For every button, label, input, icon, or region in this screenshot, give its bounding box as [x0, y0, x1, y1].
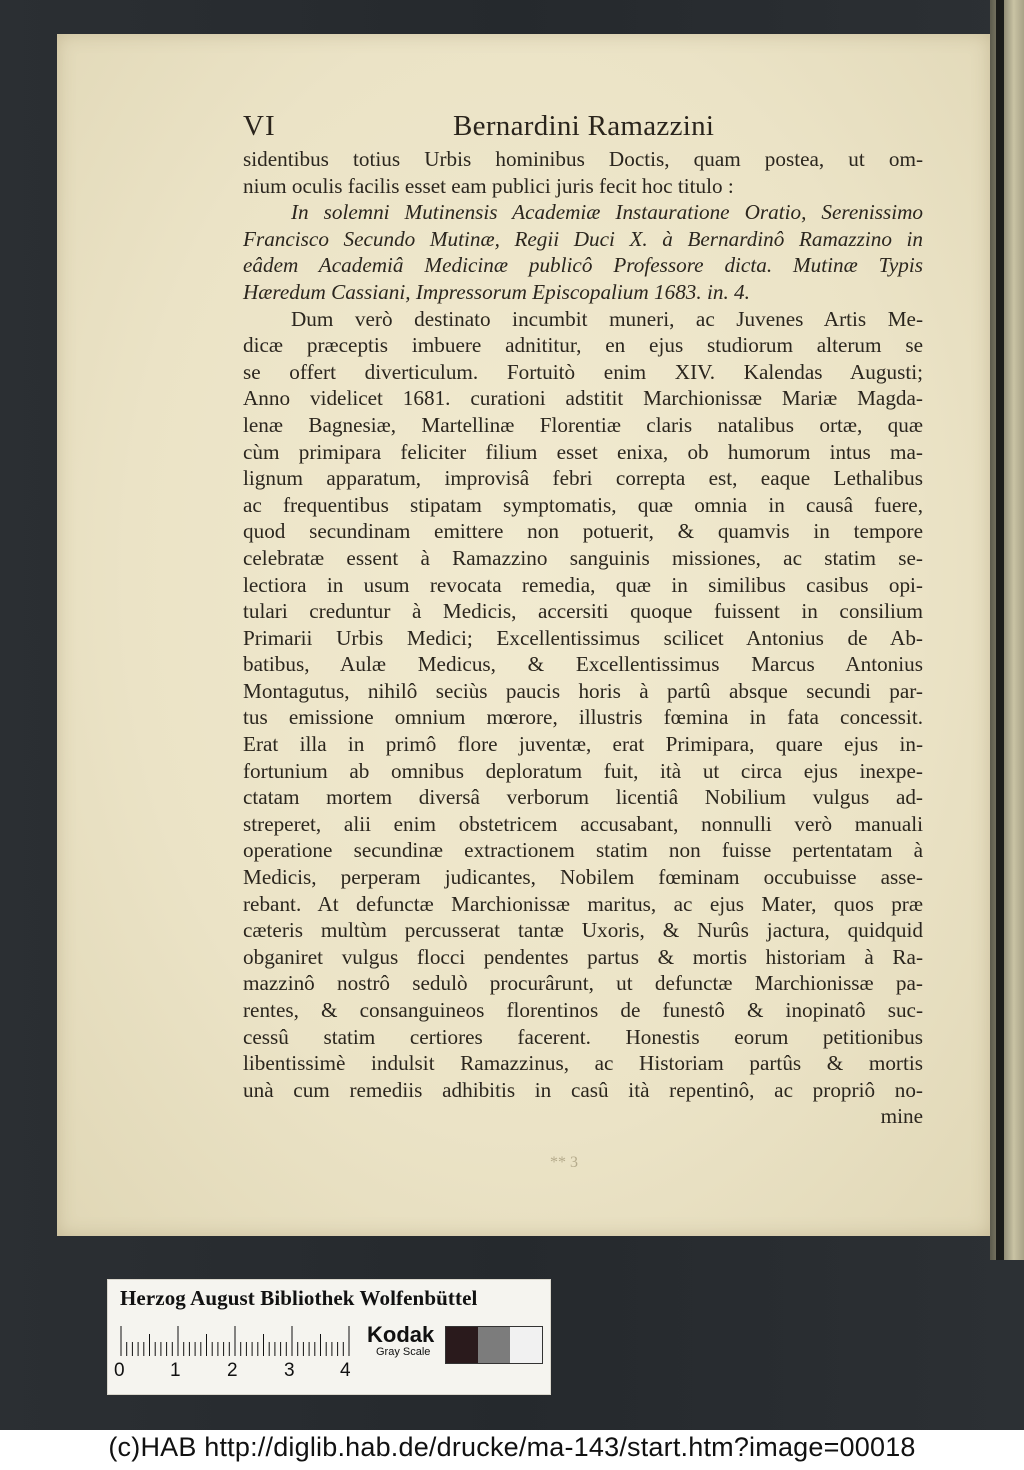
body-text	[243, 146, 923, 1130]
text-line: lectiora in usum revocata remedia, quæ in similibus casibus opi-	[243, 572, 923, 597]
page-header	[243, 110, 803, 150]
library-name: Herzog August Bibliothek Wolfenbüttel	[120, 1286, 478, 1310]
text-line: ctatam mortem diversâ verborum licentiâ Nobilium vulgus ad-	[243, 785, 923, 810]
running-title: Bernardini Ramazzini	[453, 110, 715, 142]
kodak-logo: Kodak	[367, 1322, 435, 1347]
ruler-numbers	[114, 1360, 364, 1382]
text-line: lenæ Bagnesiæ, Martellinæ Florentiæ claris natalibus ortæ, quæ	[243, 412, 923, 437]
text-line: nium oculis facilis esset eam publici juris fecit hoc titulo :	[243, 173, 734, 198]
ruler-number: 1	[170, 1360, 181, 1381]
page-edge	[990, 0, 1024, 1260]
text-line: Dum verò destinato incumbit muneri, ac Juvenes Artis Me-	[291, 306, 923, 331]
text-line: lignum apparatum, improvisâ febri correpta est, eaque Lethalibus	[243, 466, 923, 491]
text-line: se offert diverticulum. Fortuitò enim XIV. Kalendas Augusti;	[243, 359, 923, 384]
signature-mark: ** 3	[550, 1154, 578, 1171]
text-line: celebratæ essent à Ramazzino sanguinis missiones, ac statim se-	[243, 545, 923, 570]
text-line: Primarii Urbis Medici; Excellentissimus scilicet Antonius de Ab-	[243, 625, 923, 650]
text-line: mazzinô nostrô sedulò procurârunt, ut defunctæ Marchionissæ pa-	[243, 971, 923, 996]
text-line: cæteris multùm percusserat tantæ Uxoris, & Nurûs jactura, quidquid	[243, 918, 923, 943]
gray-scale-patches	[445, 1326, 543, 1364]
text-line: cessû statim certiores facerent. Honestis eorum petitionibus	[243, 1024, 923, 1049]
text-line: libentissimè indulsit Ramazzinus, ac Historiam partûs & mortis	[243, 1051, 923, 1076]
text-line: unà cum remediis adhibitis in casû ità repentinô, ac propriô no-	[243, 1077, 923, 1102]
text-line: rentes, & consanguineos florentinos de funestô & inopinatô suc-	[243, 998, 923, 1022]
gray-patch-mid	[478, 1327, 510, 1363]
text-line: rebant. At defunctæ Marchionissæ maritus, ac ejus Mater, quos præ	[243, 891, 923, 916]
text-line: ac frequentibus stipatam symptomatis, quæ omnia in causâ fuere,	[243, 492, 923, 517]
text-line: obganiret vulgus flocci pendentes partus & mortis historiam à Ra-	[243, 944, 923, 969]
text-line: cùm primipara feliciter filium esset enixa, ob humorum intus ma-	[243, 439, 923, 464]
catchword: mine	[880, 1104, 923, 1129]
ruler-number: 0	[114, 1360, 125, 1381]
footer-credit: (c)HAB http://diglib.hab.de/drucke/ma-143/start.htm?image=00018	[108, 1432, 916, 1462]
text-line: tus emissione omnium mœrore, illustris fœmina in fata concessit.	[243, 705, 923, 730]
book-page	[57, 34, 990, 1236]
text-line: Medicis, perperam judicantes, Nobilem fœminam occubuisse asse-	[243, 865, 923, 890]
text-line: Francisco Secundo Mutinæ, Regii Duci X. à Bernardinô Ramazzino in	[243, 226, 923, 251]
gray-patch-dark	[446, 1327, 478, 1363]
text-line: sidentibus totius Urbis hominibus Doctis, quam postea, ut om-	[243, 147, 923, 171]
text-line: quod secundinam emittere non potuerit, & quamvis in tempore	[243, 519, 923, 544]
ruler-number: 2	[227, 1360, 238, 1381]
text-line: tulari creduntur à Medicis, accersiti quoque fuissent in consilium	[243, 599, 923, 624]
library-label	[108, 1280, 550, 1394]
page-number: VI	[243, 110, 276, 142]
footer-bar	[0, 1430, 1024, 1470]
text-line: Anno videlicet 1681. curationi adstitit Marchionissæ Mariæ Magda-	[243, 386, 923, 411]
text-line: fortunium ab omnibus deploratum fuit, ità ut circa ejus inexpe-	[243, 758, 923, 783]
text-line: dicæ præceptis imbuere adnititur, en ejus studiorum alterum se	[243, 333, 923, 358]
ruler-number: 3	[284, 1360, 295, 1381]
ruler-scale	[120, 1324, 358, 1356]
text-line: In solemni Mutinensis Academiæ Instauratione Oratio, Serenissimo	[291, 200, 923, 225]
text-line: Hæredum Cassiani, Impressorum Episcopalium 1683. in. 4.	[243, 279, 750, 304]
text-line: Erat illa in primô flore juventæ, erat Primipara, quare ejus in-	[243, 732, 923, 757]
ruler-number: 4	[340, 1360, 351, 1381]
gray-patch-light	[510, 1327, 542, 1363]
text-line: streperet, alii enim obstetricem accusabant, nonnulli verò manuali	[243, 811, 923, 836]
kodak-gray-scale-label: Gray Scale	[376, 1346, 431, 1358]
text-line: batibus, Aulæ Medicus, & Excellentissimus Marcus Antonius	[243, 652, 923, 677]
text-line: operatione secundinæ extractionem statim non fuisse pertentatam à	[243, 838, 923, 863]
text-line: Montagutus, nihilô seciùs paucis horis à partû absque secundi par-	[243, 678, 923, 703]
page-edge-shadow	[996, 0, 1004, 1260]
text-line: eâdem Academiâ Medicinæ publicô Professore dicta. Mutinæ Typis	[243, 253, 923, 278]
